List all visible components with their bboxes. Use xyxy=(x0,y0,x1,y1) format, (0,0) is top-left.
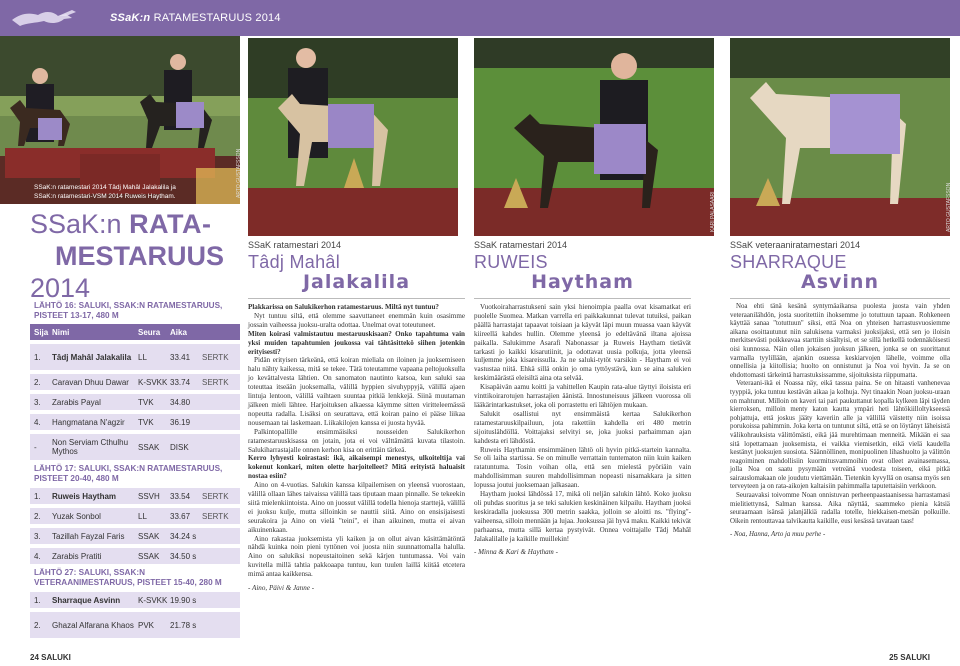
photo-credit: ARTO GUSTAFSSON xyxy=(236,148,242,198)
article-ruweis-haytham: SSaK ratamestari 2014 RUWEIS Haytham Vuotkoiraharrastukseni sain yksi hienoimpia paalla ovat kisamatkat eri puolelle Suomea. Matkan varrella eri paikkakunnat tulevat tutuiksi, paikan päällä harrastajat tapaavat toisiaan ja käyvät läpi muun muassa vaan käyvät kiireellä kahdes hullin. Olemme yleensä jo edeltävänä iltana ajoissa paikalla. Salukimme Asarafi Nabonassar ja Ruweis Haytham tietävät tarkasti jo kaikki kisarutiinit, ja odottavat uusia polkuja, jotta yleensä kuljemme joka kisareissulla. Ja ne saluki-tytöt varsikin - Haytham ei voi vastustaa niitä. Ehkä sillä onkin jo oma tyttöystävä, kun se aina salukien keskimäärästä eleisiltä aina ota selvää. Kisapäivän aamu koitti ja vahittellen Kaupin rata-alue täyttyi iloisista eri vinttikoirarotujen harrastajien äänistä. Innostuneisuus jälkeen vuorossa oli lääkärintarkastukset, joka oli porrastettu eri lähtöjen mukaan. Salukit osallistui nyt ensimmäistä kertaa Salukikerhon ratamestaruuskilpailuun, jota rakettiin kahdella eri 480 metrin sijoituslähdöllä. Voittajaksi selvityi se, joka juoksi parhaimman ajan kahdesta eri lähdöstä. Ruweis Haythamin ensimmäinen lähtö oli hyvin pitkä-startein kannalta. Se oli laiha startissa. Se on minulle verrattain tuntematon niin kuin kaiken ratatuntuma. Tosin voihan olla, että sen mielestä pyöriäin vain mahdollisimman suuren mahdollisimman nopeasti nisamakkara ja sitten lopussa joutui juoksemaan jalkasaan. Haytham juoksi lähdössä 17, mikä oli neljän salukin lähtö. Koko juoksu oli puhdas suoritus ja se teki salukien keskinäinen kilpailu. Haytham juoksi keskiradalla juoksussa 300 metrin saakka, jolloin se aloitti ns. "flying"-vaiheensa, silloin mennään ja lujaa. Juoksussa jäi hyvä maku. Kaikki tekivät parhaansa, mutta sillä kertaa pystyivät. Onnea voittajalle Tâdj Mahâl Jalakalilalle ja kaikille muillekin! - Minna & Kari & Haytham - xyxy=(474,240,691,557)
table-row: 1. Ruweis Haytham SSVH 33.54 SERTK xyxy=(30,488,240,504)
running-dog-logo-icon xyxy=(10,6,90,28)
table-row: 2. Ghazal Alfarana Khaos PVK 21.78 s xyxy=(30,612,240,638)
results-tables xyxy=(30,297,240,638)
race27-heading: LÄHTÖ 27: SALUKI, SSAK:N VETERAANIMESTARUUS, PISTEET 15-40, 280 M xyxy=(34,568,222,587)
header-bar xyxy=(0,0,960,36)
photo-credit: ARTO GUSTAFSSON xyxy=(946,182,952,232)
photo-credit: KARI PALASAARI xyxy=(710,191,716,232)
page-title: SSaK:n RATA- MESTARUUS 2014 xyxy=(30,209,225,303)
photo-sharraque-asvinn xyxy=(730,38,950,236)
photo-winners-podium xyxy=(0,36,240,204)
race16-heading: LÄHTÖ 16: SALUKI, SSAK:N RATAMESTARUUS, PISTEET 13-17, 480 M xyxy=(34,301,223,320)
page-number-left: 24 SALUKI xyxy=(30,653,71,662)
header-title: SSaK:n RATAMESTARUUS 2014 xyxy=(110,12,281,24)
results-column-headers: Sija Nimi Seura Aika xyxy=(30,324,240,340)
photo-caption: SSaK:n ratamestari 2014 Tâdj Mahâl Jalakalila ja SSaK:n ratamestari-VSM 2014 Ruweis Haytham. xyxy=(34,184,176,200)
article-body: Noa ehti tänä kesänä syntymäaikansa puolesta juosta vain yhden veteraanilähdön, josta suoritettiin ihoksemme jo totuttuun tapaan. Rohkeneen käyttää sanaa "totuttuun" siksi, että Noa on yhteisen harrastusvuosiemme aikana osoittautunut niin salukisena varmaksi juoksijaksi, että sen jo iloisin merkitsevästi poikkeavaa starttiin sisältyisi, et se sillä hetkellä todennäköisesti oisi kunnossa. Näin ollen jokaisen juoksun jälkeen, jonka se on suorittanut varmalla tyylillään, ajankin osuessa keskiarvojen lähelle, voimme olla onnellisia ja kiitollisia; huolto on onnistunut ja Noa voi hyvin. Ja se on ehdottomasti tärkeintä harrastuksissamme, sijoituksista riippumatta. Veteraani-ikä ei Noassa näy, eikä tassua paina. Se on hitaasti vanhenevaa tyyppiä, joka tuntuu kestävän aikaa ja kolhuja. Nyt tinaakin Noan juoksu-uraan on mahtunut. Milloin on kaveri tai pari paukuttanut kopalla kylkeen läpi täyden kierroksen, milloin menty katon kautta ympäri heti lähtökiilloltykseessä pohjattuja, että joskus jääty kaveriin alle ja vällillä väistetty niin isoissa porukoissa pahimmin. Joka kerta on tuntunut siltä, että se on löytänyt läheisistä välikohrauksista välittömästi, eikä jää murehtimaan menneitä. Mikään ei saa sitä lopettamaan juoksemista, ei vaikka viemisetkin, eikä vielä kaudella kestänyt juoksujen suosiota. Säännöllinen, monipuolinen lihashuolto ja välittön reagoiminen mahdollisiin kuormitusvammoihin ovat olleet avainasemassa, jolla Noa on saatu pysymään vetreänä vuodesta toiseen, eikä pitkä sairauslomakaan ole joudutu viettämään. Tietenkin kyvyllä on osansa myös sen terveyteen ja on rata-aikojen kaltaisiin pahimmalla taputettaisiin verkkoon. Seuraavaksi toivomme Noan onnistuvan perheenpaastaanisessa harrastamasi mielitiettynsä, Salman kanssa. Aika näyttää, saammeko pienia kätsiä seuraamaan isänsä jalanjälkiä radalla totelle, hiekkaisen-metsän polkuille. Oikein rentouttavaa talvikautta kaikille, eusi kesässä tavataan taas! - Noa, Hanna, Arto ja muu perhe - xyxy=(730,303,950,539)
page-number-right: 25 SALUKI xyxy=(889,653,930,662)
article-body: Plakkarissa on Salukikerhon ratamestaruus. Miltä nyt tuntuu? Nyt tuntuu siltä, että olemme saavuttaneet enemmän kuin osasimme jossain vaiheessa juoksu-uralta odottaa. Unelmat ovat toteutuneet. Miten koirasi valmistautuu mestaruuskisaan? Onko tapahtuma vain yksi muiden tapahtumien joukossa vai tähtäsittekö siihen jotenkin erityisesti? Pidän erityisen tärkeänä, että koiran mieliala on iloinen ja juoksemiseen halu nähty kaikessa, mitä se tekee. Tätä toteutamme vapaana peltojuoksulla jo kevättalvesta lähtien. On sanomaton nautinto katsoa, kun saluki saa toteuttaa itseään juoksemalla, välillä hyppien sivuhyppyjä, välillä ajaen lintuja lentoon, välillä vaihtaen suuntaa pitkiä lenkkejä. Siinä muutaman jälkeen mieli lähtee. Harjoituksen alkaessa käymme sitten viritteleemässä nopeutta radalla. Lisäksi on seurattava, että koiran paino ei pääse liikaa nousemaan tai laskemaan. Liikakilojen kanssa ei juosta hyvää. Palkintopallille ensimmäisiksi nousseiden Salukikerhon ratamestaruuskisassa on jotain, jota ei voi välttämättä kuvata tilastoin. Salukiharrastajalle onnen kerhon kisa on erittäin tärkeä. Kerro lyhyesti koirastasi: ikä, aikaisempi menestys, ulkoiteltija vai kokenut konkari, miten olette harjoitelleet? Mitä erityistä haluaisit nostaa esiin? Aino on 4-vuotias. Salukin kanssa kilpailemisen on yleensä vuorostaan, välillä ollaan lähes taivaissa välillä taas tiputaan maan pinnalle. Se tekeekin siitä mielenkiintoista. Aino on juossut välillä todella hienoja starttejä, välillä ei juoksu kulje, mutta silloinkin se nauttii siitä. Aino on ensisijaisesti seurakoira ja Aino on vielä "teini", ei ihan aikuinen, mutta ei aivan aikuinenkaan. Aino rakastaa juoksemista yli kaiken ja on ollut aivan käsittämätöntä nähdä kuinka noin pieni tyttönen voi juosta niin suunnattomalla halulla. Aino on salukiksi nopeustaitoinen sekä kärjen tuntumassa. Voi vain kuvitella millä tahtia pakkoaapa tuntuu, kun tuulen laillä kiitää etcetera mimä antaa kaikkensa. - Aino, Päivi & Janne - xyxy=(248,303,465,593)
photo-ruweis-haytham xyxy=(474,38,714,236)
table-row: 4. Hangmatana N'agzir TVK 36.19 xyxy=(30,414,240,430)
table-row: 4. Zarabis Pratiti SSAK 34.50 s xyxy=(30,548,240,564)
table-row: 1. Tâdj Mahâl Jalakalila LL 33.41 SERTK xyxy=(30,344,240,370)
article-sharraque-asvinn: SSaK veteraaniratamestari 2014 SHARRAQUE Asvinn Noa ehti tänä kesänä syntymäaikansa puolesta juosta vain yhden veteraanilähdön, josta suoritettiin ihoksemme jo totuttuun tapaan. Rohkeneen käyttää sanaa "totuttuun" siksi, että Noa on yhteisen harrastusvuosiemme aikana osoittautunut niin salukisena varmaksi juoksijaksi, että sen jo iloisin merkitsevästi poikkeavaa starttiin sisältyisi, et se sillä hetkellä todennäköisesti oisi kunnossa. Näin ollen jokaisen juoksun jälkeen, jonka se on suorittanut varmalla tyylillään, ajankin osuessa keskiarvojen lähelle, voimme olla onnellisia ja kiitollisia; huolto on onnistunut ja Noa voi hyvin. Ja se on ehdottomasti tärkeintä harrastuksissamme, sijoituksista riippumatta. Veteraani-ikä ei Noassa näy, eikä tassua paina. Se on hitaasti vanhenevaa tyyppiä, joka tuntuu kestävän aikaa ja kolhuja. Nyt tinaakin Noan juoksu-uraan on mahtunut. Milloin on kaveri tai pari paukuttanut kopalla kylkeen läpi täyden kierroksen, milloin menty katon kautta ympäri heti lähtökiilloltykseessä pohjattuja, että joskus jääty kaveriin alle ja vällillä väistetty niin isoissa porukoissa pahimmin. Joka kerta on tuntunut siltä, että se on löytänyt läheisistä välikohrauksista välittömästi, eikä jää murehtimaan menneitä. Mikään ei saa sitä lopettamaan juoksemista, ei vaikka viemisetkin, eikä vielä kaudella kestänyt juoksujen suosiota. Säännöllinen, monipuolinen lihashuolto ja välittön reagoiminen mahdollisiin kuormitusvammoihin ovat olleet avainasemassa, jolla Noa on saatu pysymään vetreänä vuodesta toiseen, eikä pitkä sairauslomakaan ole joudutu viettämään. Tietenkin kyvyllä on osansa myös sen terveyteen ja on rata-aikojen kaltaisiin pahimmalla taputettaisiin verkkoon. Seuraavaksi toivomme Noan onnistuvan perheenpaastaanisessa harrastamasi mielitiettynsä, Salman kanssa. Aika näyttää, saammeko pienia kätsiä seuraamaan isänsä jalanjälkiä radalla totelle, hiekkaisen-metsän polkuille. Oikein rentouttavaa talvikautta kaikille, eusi kesässä tavataan taas! - Noa, Hanna, Arto ja muu perhe - xyxy=(730,240,950,539)
photo-tadj-mahal xyxy=(248,38,458,236)
table-row: 1. Sharraque Asvinn K-SVKK 19.90 s xyxy=(30,592,240,608)
article-body: Vuotkoiraharrastukseni sain yksi hienoimpia paalla ovat kisamatkat eri puolelle Suomea. Matkan varrella eri paikkakunnat tulevat tutuiksi, paikan päällä harrastajat tapaavat toisiaan ja käyvät läpi muun muassa vaan käyvät kiireellä kahdes hullin. Olemme yleensä jo edeltävänä iltana ajoissa paikalla. Salukimme Asarafi Nabonassar ja Ruweis Haytham tietävät tarkasti jo kaikki kisarutiinit, ja odottavat uusia polkuja, jotta yleensä kuljemme joka kisareissulla. Ja ne saluki-tytöt varsikin - Haytham ei voi vastustaa niitä. Ehkä sillä onkin jo oma tyttöystävä, kun se aina salukien keskimäärästä eleisiltä aina ota selvää. Kisapäivän aamu koitti ja vahittellen Kaupin rata-alue täyttyi iloisista eri vinttikoirarotujen harrastajien äänistä. Innostuneisuus jälkeen vuorossa oli lääkärintarkastukset, joka oli porrastettu eri lähtöjen mukaan. Salukit osallistui nyt ensimmäistä kertaa Salukikerhon ratamestaruuskilpailuun, jota rakettiin kahdella eri 480 metrin sijoituslähdöllä. Voittajaksi selvityi se, joka juoksi parhaimman ajan kahdesta eri lähdöstä. Ruweis Haythamin ensimmäinen lähtö oli hyvin pitkä-startein kannalta. Se oli laiha startissa. Se on minulle verrattain tuntematon niin kuin kaiken ratatuntuma. Tosin voihan olla, että sen mielestä pyöriäin vain mahdollisimman suuren mahdollisimman nopeasti nisamakkara ja sitten lopussa joutui juoksemaan jalkasaan. Haytham juoksi lähdössä 17, mikä oli neljän salukin lähtö. Koko juoksu oli puhdas suoritus ja se teki salukien keskinäinen kilpailu. Haytham juoksi keskiradalla juoksussa 300 metrin saakka, jolloin se aloitti ns. "flying"-vaiheensa, silloin mennään ja lujaa. Juoksussa jäi hyvä maku. Kaikki tekivät parhaansa, mutta sillä kertaa pystyivät. Onnea voittajalle Tâdj Mahâl Jalakalilalle ja kaikille muillekin! - Minna & Kari & Haytham - xyxy=(474,303,691,557)
table-row: - Non Serviam Cthulhu Mythos SSAK DISK xyxy=(30,434,240,460)
table-row: 3. Tazillah Fayzal Faris SSAK 34.24 s xyxy=(30,528,240,544)
table-row: 2. Yuzak Sonbol LL 33.67 SERTK xyxy=(30,508,240,524)
table-row: 2. Caravan Dhuu Dawar K-SVKK 33.74 SERTK xyxy=(30,374,240,390)
table-row: 3. Zarabis Payal TVK 34.80 xyxy=(30,394,240,410)
article-tadj-mahal: SSaK ratamestari 2014 Tâdj Mahâl Jalakalila Plakkarissa on Salukikerhon ratamestaruus. Miltä nyt tuntuu? Nyt tuntuu siltä, että olemme saavuttaneet enemmän kuin osasimme jossain vaiheessa juoksu-uralta odottaa. Unelmat ovat toteutuneet. Miten koirasi valmistautuu mestaruuskisaan? Onko tapahtuma vain yksi muiden tapahtumien joukossa vai tähtäsittekö siihen jotenkin erityisesti? Pidän erityisen tärkeänä, että koiran mieliala on iloinen ja juoksemiseen halu nähty kaikessa, mitä se tekee. Tätä toteutamme vapaana peltojuoksulla jo kevättalvesta lähtien. On sanomaton nautinto katsoa, kun saluki saa toteuttaa itseään juoksemalla, välillä hyppien sivuhyppyjä, välillä ajaen lintuja lentoon, välillä vaihtaen suuntaa pitkiä lenkkejä. Siinä muutaman jälkeen mieli lähtee. Harjoituksen alkaessa käymme sitten viritteleemässä nopeutta radalla. Lisäksi on seurattava, että koiran paino ei pääse liikaa nousemaan tai laskemaan. Liikakilojen kanssa ei juosta hyvää. Palkintopallille ensimmäisiksi nousseiden Salukikerhon ratamestaruuskisassa on jotain, jota ei voi välttämättä kuvata tilastoin. Salukiharrastajalle onnen kerhon kisa on erittäin tärkeä. Kerro lyhyesti koirastasi: ikä, aikaisempi menestys, ulkoiteltija vai kokenut konkari, miten olette harjoitelleet? Mitä erityistä haluaisit nostaa esiin? Aino on 4-vuotias. Salukin kanssa kilpailemisen on yleensä vuorostaan, välillä ollaan lähes taivaissa välillä taas tiputaan maan pinnalle. Se tekeekin siitä mielenkiintoista. Aino on juossut välillä todella hienoja starttejä, välillä ei juoksu kulje, mutta silloinkin se nauttii siitä. Aino on ensisijaisesti seurakoira ja Aino on vielä "teini", ei ihan aikuinen, mutta ei aivan aikuinenkaan. Aino rakastaa juoksemista yli kaiken ja on ollut aivan käsittämätöntä nähdä kuinka noin pieni tyttönen voi juosta niin suunnattomalla halulla. Aino on salukiksi nopeustaitoinen sekä kärjen tuntumassa. Voi vain kuvitella millä tahtia pakkoaapa tuntuu, kun tuulen laillä kiitää etcetera mimä antaa kaikkensa. - Aino, Päivi & Janne - xyxy=(248,240,465,593)
race17-heading: LÄHTÖ 17: SALUKI, SSAK:N RATAMESTARUUS, PISTEET 20-40, 480 M xyxy=(34,464,223,483)
